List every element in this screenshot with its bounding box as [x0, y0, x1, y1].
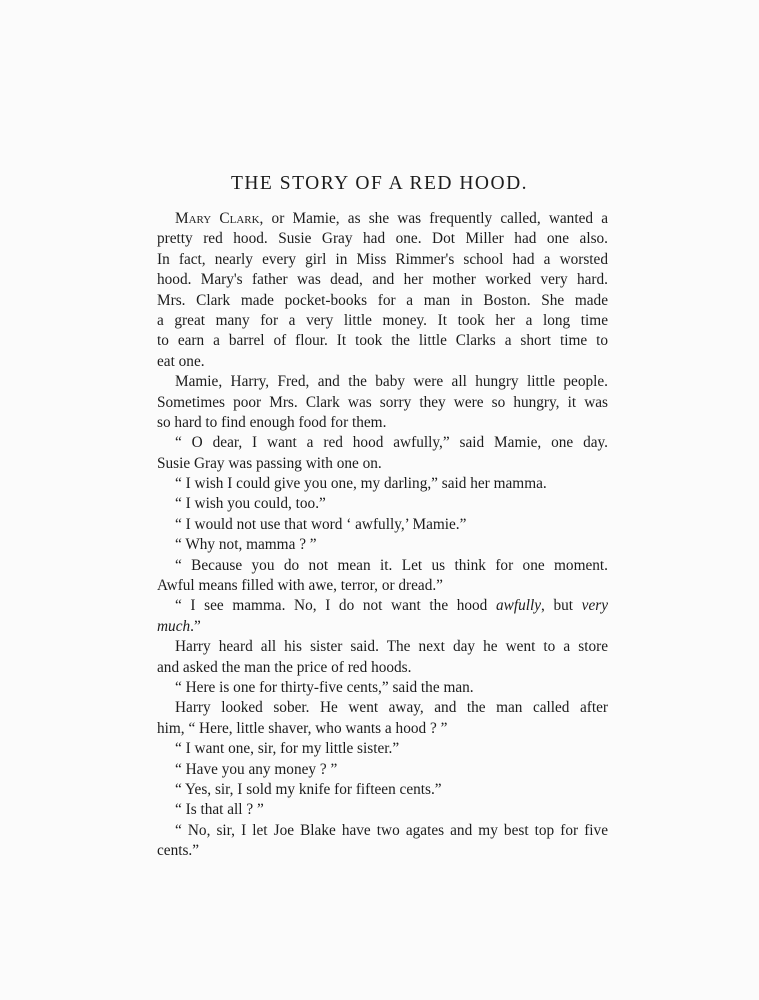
text-line	[157, 739, 608, 759]
text-span: “ I want one, sir, for my little sister.”	[175, 740, 400, 758]
text-span: .”	[190, 617, 201, 635]
text-line	[157, 229, 608, 249]
text-line	[157, 658, 608, 678]
text-line	[157, 596, 608, 616]
text-line	[157, 719, 608, 739]
text-span: hood. Mary's father was dead, and her mother worked very hard.	[157, 271, 608, 289]
italic-text: much	[157, 617, 191, 635]
text-span: “ O dear, I want a red hood awfully,” said Mamie, one day.	[175, 434, 608, 452]
text-span: , but	[541, 597, 582, 615]
text-line	[157, 515, 608, 535]
text-span: “ I wish you could, too.”	[175, 495, 326, 513]
text-line	[157, 454, 608, 474]
story-body	[157, 209, 608, 862]
text-line	[157, 760, 608, 780]
text-span: Mamie, Harry, Fred, and the baby were all hungry little people.	[175, 373, 608, 391]
text-line	[157, 433, 608, 453]
text-span: “ I see mamma. No, I do not want the hood	[175, 597, 496, 615]
text-span: Mrs. Clark made pocket-books for a man in Boston. She made	[157, 291, 608, 309]
text-line	[157, 393, 608, 413]
text-line	[157, 372, 608, 392]
text-line	[157, 698, 608, 718]
text-span: “ No, sir, I let Joe Blake have two agates and my best top for five	[175, 821, 608, 839]
text-span: so hard to find enough food for them.	[157, 413, 387, 431]
text-span: In fact, nearly every girl in Miss Rimmer's school had a worsted	[157, 250, 608, 268]
text-span: Awful means filled with awe, terror, or dread.”	[157, 577, 443, 595]
text-span: Harry heard all his sister said. The next day he went to a store	[175, 638, 608, 656]
text-line	[157, 291, 608, 311]
text-line	[157, 637, 608, 657]
text-line	[157, 617, 608, 637]
text-line	[157, 780, 608, 800]
text-line	[157, 209, 608, 229]
italic-text: very	[581, 597, 608, 615]
text-span: “ Why not, mamma ? ”	[175, 536, 317, 554]
story-title: THE STORY OF A RED HOOD.	[230, 173, 529, 194]
text-span: “ Yes, sir, I sold my knife for fifteen cents.”	[175, 780, 442, 798]
text-line	[157, 535, 608, 555]
text-line	[157, 821, 608, 841]
small-caps-text: Mary Clark	[175, 210, 260, 227]
text-line	[157, 352, 608, 372]
text-line	[157, 841, 608, 861]
text-span: eat one.	[157, 352, 205, 370]
text-line	[157, 270, 608, 290]
text-line	[157, 413, 608, 433]
text-span: a great many for a very little money. It took her a long time	[157, 311, 608, 329]
text-span: cents.”	[157, 842, 200, 860]
text-span: Harry looked sober. He went away, and the man called after	[175, 699, 608, 717]
text-span: and asked the man the price of red hoods.	[157, 658, 412, 676]
italic-text: awfully	[495, 597, 542, 615]
text-line	[157, 494, 608, 514]
text-line	[157, 331, 608, 351]
text-span: Susie Gray was passing with one on.	[157, 454, 382, 472]
text-line	[157, 556, 608, 576]
text-span: “ I would not use that word ‘ awfully,’ Mamie.”	[175, 515, 467, 533]
text-span: “ Because you do not mean it. Let us think for one moment.	[175, 556, 608, 574]
text-line	[157, 576, 608, 596]
text-span: “ Is that all ? ”	[175, 801, 264, 819]
text-line	[157, 311, 608, 331]
text-line	[157, 678, 608, 698]
text-span: “ Have you any money ? ”	[175, 760, 338, 778]
text-span: him, “ Here, little shaver, who wants a hood ? ”	[157, 719, 448, 737]
text-line	[157, 800, 608, 820]
text-span: to earn a barrel of flour. It took the little Clarks a short time to	[157, 332, 608, 350]
text-span: , or Mamie, as she was frequently called, wanted a	[259, 210, 608, 227]
text-span: Sometimes poor Mrs. Clark was sorry they were so hungry, it was	[157, 393, 608, 411]
text-span: “ Here is one for thirty-five cents,” said the man.	[175, 678, 474, 696]
text-line	[157, 474, 608, 494]
text-line	[157, 250, 608, 270]
text-span: pretty red hood. Susie Gray had one. Dot Miller had one also.	[157, 230, 608, 248]
text-span: “ I wish I could give you one, my darling,” said her mamma.	[175, 475, 547, 493]
